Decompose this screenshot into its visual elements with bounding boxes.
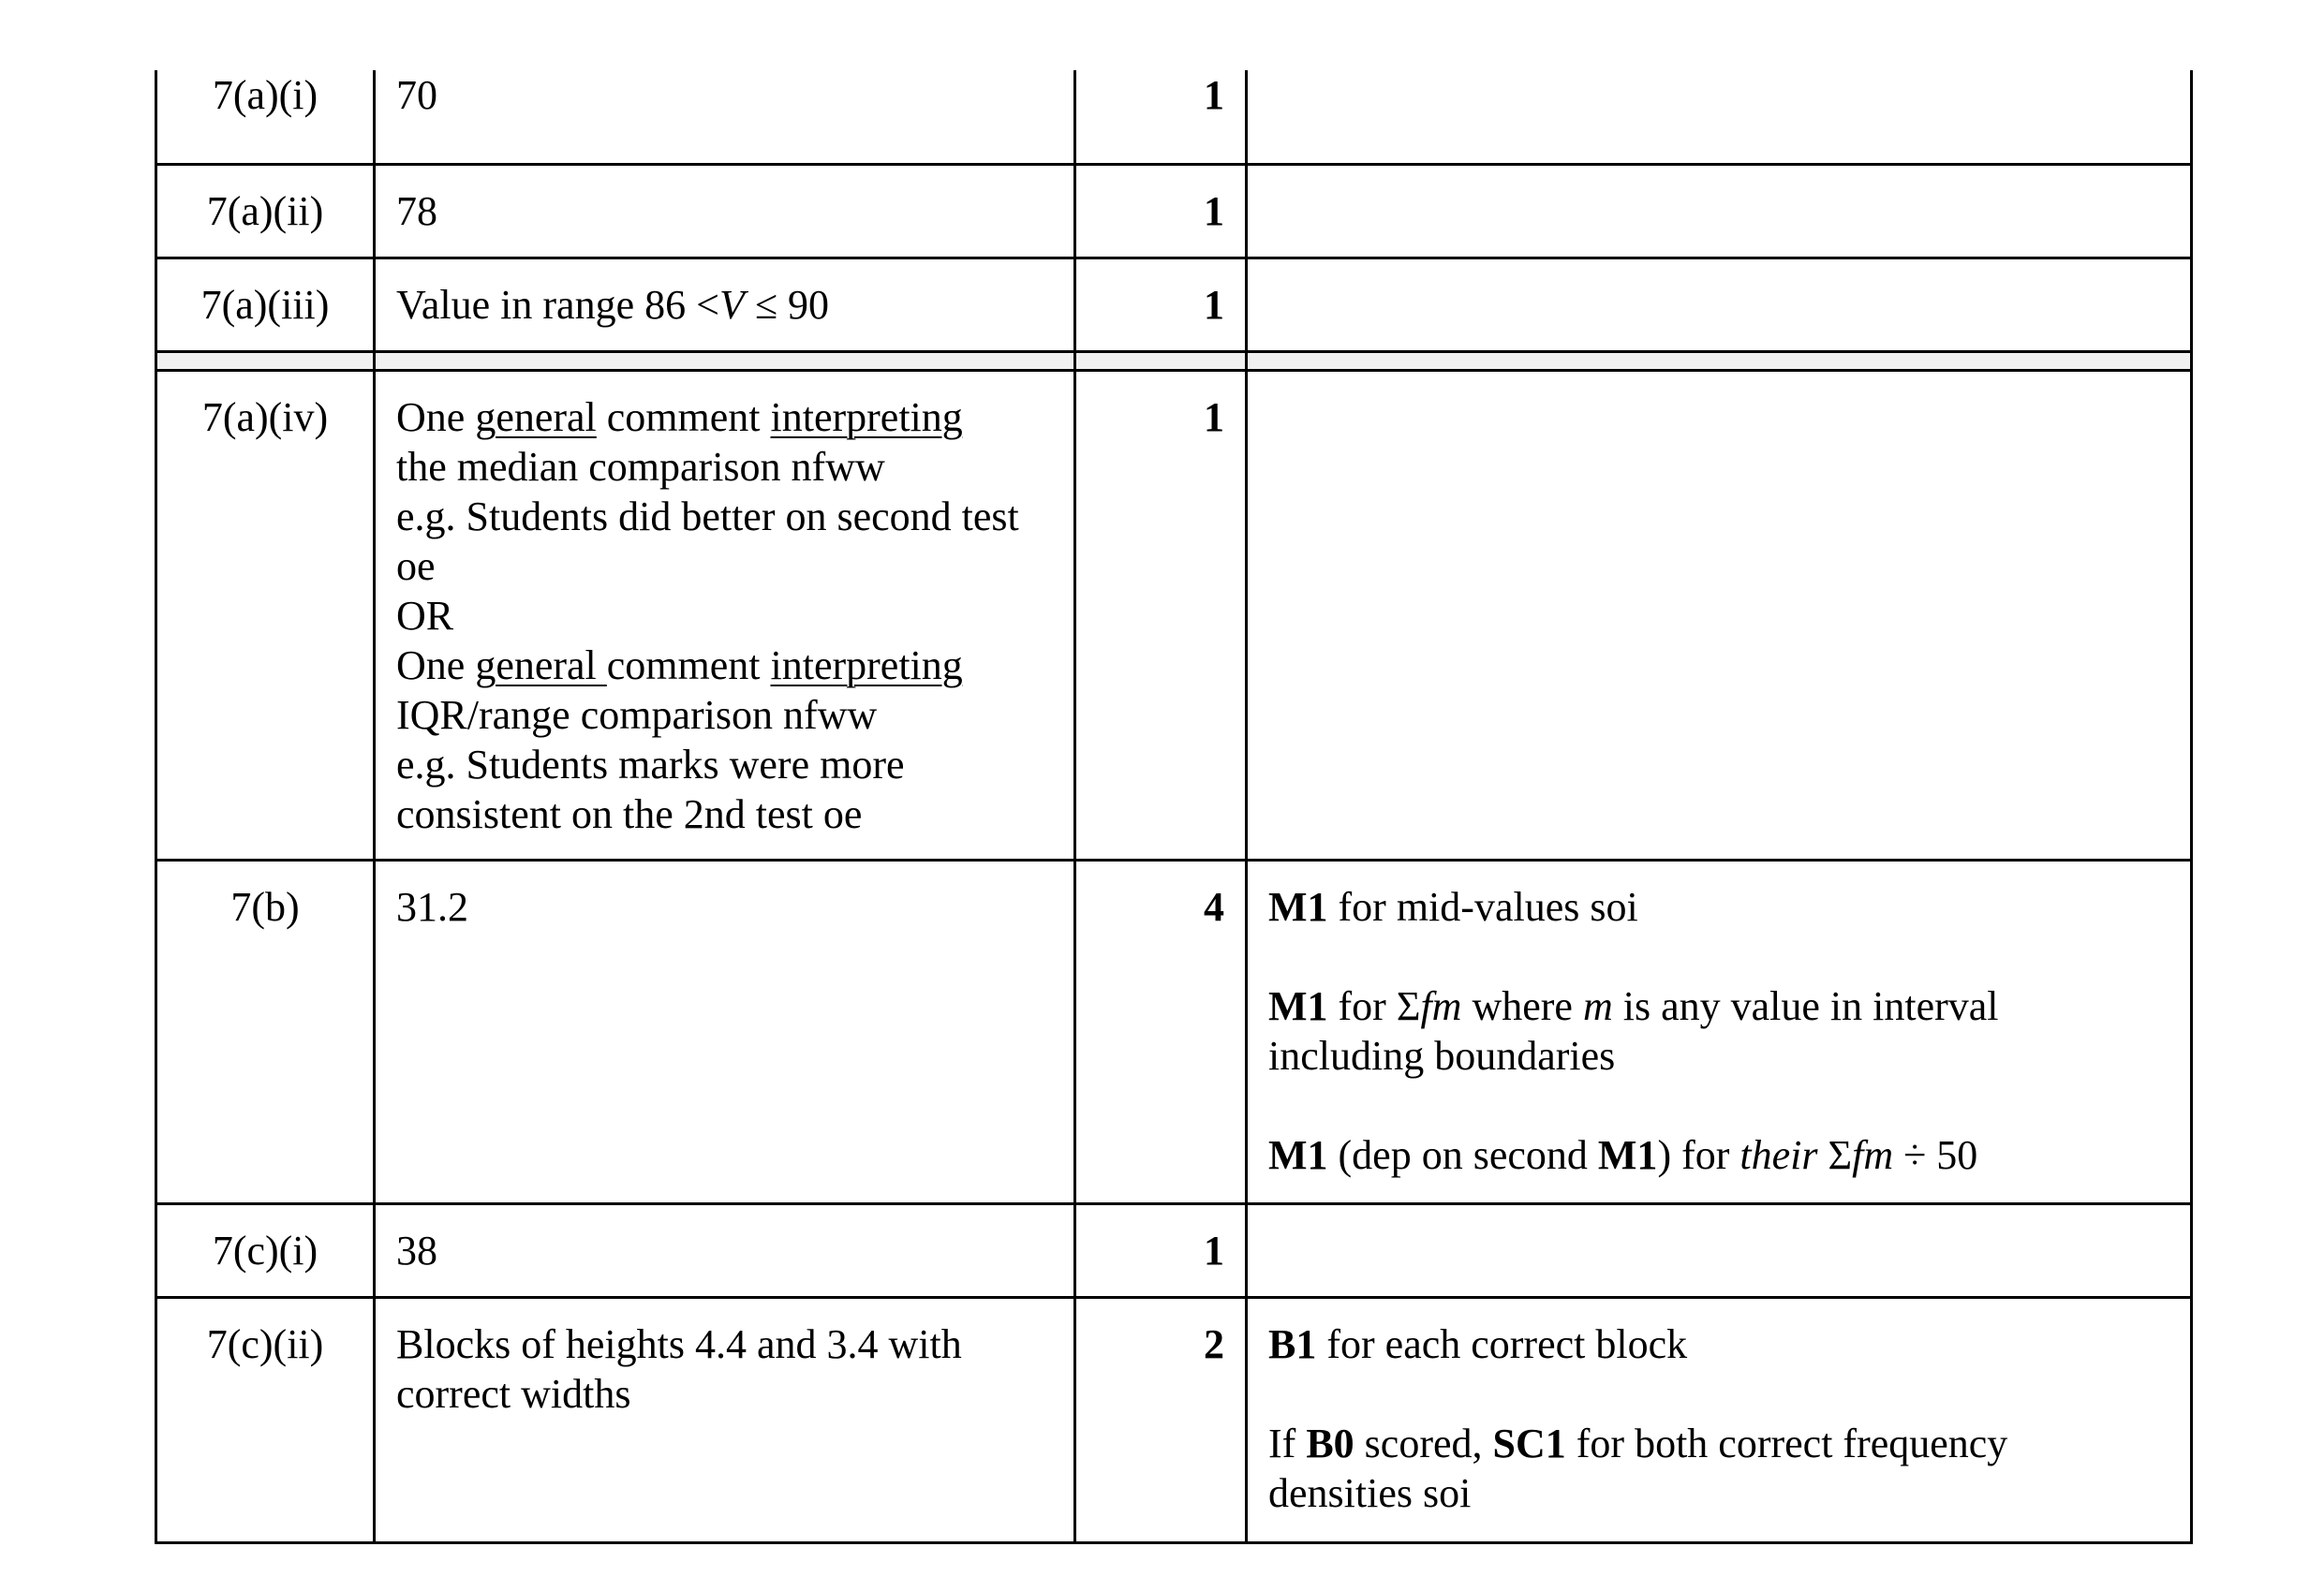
marks-cell: [1075, 70, 1247, 164]
divider-cell: [1075, 351, 1247, 370]
marks-value: 1: [1204, 393, 1224, 440]
mark-code: B0: [1306, 1420, 1354, 1466]
divider-cell: [375, 351, 1075, 370]
answer-line: e.g. Students marks were more: [396, 741, 905, 788]
marking-note: M1 for mid-values soi: [1268, 883, 1638, 930]
mark-code: M1: [1268, 883, 1328, 930]
marks-cell: [1075, 1297, 1247, 1542]
answer-line: e.g. Students did better on second test: [396, 493, 1019, 539]
question-cell: [156, 164, 375, 258]
answer-line: OR: [396, 592, 454, 639]
marks-cell: [1075, 164, 1247, 258]
mark-code: B1: [1268, 1320, 1317, 1367]
mark-code: M1: [1268, 982, 1328, 1029]
answer-line: One general comment interpreting: [396, 641, 963, 688]
answer-cell: [375, 70, 1075, 164]
answer-cell: [375, 370, 1075, 860]
marks-value: 4: [1204, 883, 1224, 930]
answer-line: oe: [396, 542, 436, 589]
table-row: [156, 1297, 2192, 1542]
marks-value: 1: [1204, 1227, 1224, 1274]
notes-cell: [1247, 860, 2192, 1203]
notes-cell: [1247, 1297, 2192, 1542]
divider-cell: [156, 351, 375, 370]
marks-value: 1: [1204, 187, 1224, 234]
answer-line: correct widths: [396, 1370, 631, 1417]
answer-line: One general comment interpreting: [396, 393, 963, 440]
marks-value: 1: [1204, 281, 1224, 328]
divider-cell: [1247, 351, 2192, 370]
answer-text: [396, 259, 1064, 330]
answer-cell: [375, 1297, 1075, 1542]
answer-text: 38: [396, 1227, 437, 1274]
answer-text: 70: [396, 72, 437, 118]
answer-text-prefix: Value in range 86 <: [396, 281, 719, 328]
marks-value: 1: [1204, 72, 1224, 118]
question-number: 7(c)(i): [212, 1227, 318, 1274]
mark-code: M1: [1597, 1131, 1658, 1178]
table-row: [156, 258, 2192, 351]
marks-cell: [1075, 258, 1247, 351]
answer-cell: [375, 1203, 1075, 1297]
notes-text: [1268, 259, 2175, 280]
table-row: [156, 860, 2192, 1203]
marking-note: M1 (dep on second M1) for their Σfm ÷ 50: [1268, 1131, 1978, 1178]
answer-text: [396, 372, 1064, 839]
answer-line: the median comparison nfww: [396, 443, 885, 490]
notes-cell: [1247, 1203, 2192, 1297]
mark-code: M1: [1268, 1131, 1328, 1178]
table-row: [156, 1203, 2192, 1297]
marks-value: 2: [1204, 1320, 1224, 1367]
notes-cell: [1247, 70, 2192, 164]
answer-variable: V: [718, 281, 745, 328]
answer-text: 78: [396, 187, 437, 234]
marking-note: B1 for each correct block: [1268, 1320, 1688, 1367]
question-number: 7(a)(iv): [201, 393, 329, 440]
answer-line: Blocks of heights 4.4 and 3.4 with: [396, 1320, 962, 1367]
question-number: 7(a)(ii): [206, 187, 324, 234]
answer-text: 31.2: [396, 883, 468, 930]
notes-text: [1268, 1299, 2175, 1518]
table-row: [156, 164, 2192, 258]
question-number: 7(b): [230, 883, 300, 930]
marks-cell: [1075, 860, 1247, 1203]
question-cell: [156, 258, 375, 351]
question-number: 7(a)(i): [212, 72, 318, 118]
answer-cell: [375, 164, 1075, 258]
notes-text: [1268, 862, 2175, 1180]
mark-scheme-table: [155, 70, 2193, 1544]
table-row: [156, 70, 2192, 164]
notes-cell: [1247, 164, 2192, 258]
question-cell: [156, 70, 375, 164]
answer-text: [396, 1299, 1064, 1419]
answer-line: consistent on the 2nd test oe: [396, 790, 863, 837]
question-cell: [156, 370, 375, 860]
table-row: [156, 370, 2192, 860]
answer-text-suffix: ≤ 90: [744, 281, 829, 328]
notes-text: [1268, 372, 2175, 392]
table-divider: [156, 351, 2192, 370]
notes-cell: [1247, 370, 2192, 860]
answer-line: IQR/range comparison nfww: [396, 691, 878, 738]
question-number: 7(c)(ii): [206, 1320, 324, 1367]
notes-text: [1268, 1205, 2175, 1226]
question-cell: [156, 1297, 375, 1542]
marking-note: M1 for Σfm where m is any value in interval including boundaries: [1268, 982, 1999, 1079]
marking-note: If B0 scored, SC1 for both correct frequency densities soi: [1268, 1420, 2008, 1516]
question-cell: [156, 860, 375, 1203]
question-number: 7(a)(iii): [200, 281, 330, 328]
marks-cell: [1075, 1203, 1247, 1297]
answer-cell: [375, 860, 1075, 1203]
marks-cell: [1075, 370, 1247, 860]
answer-cell: [375, 258, 1075, 351]
mark-code: SC1: [1492, 1420, 1566, 1466]
question-cell: [156, 1203, 375, 1297]
notes-cell: [1247, 258, 2192, 351]
notes-text: [1268, 166, 2175, 186]
